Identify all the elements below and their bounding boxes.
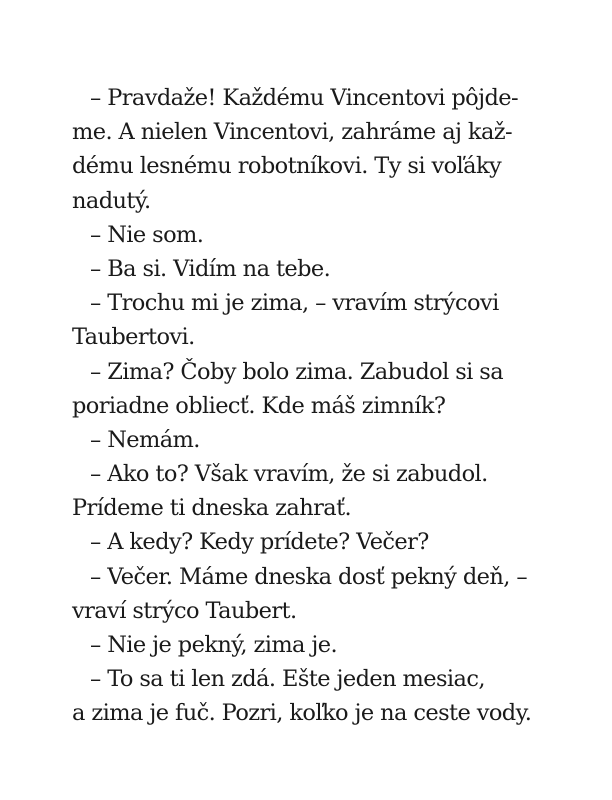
text-line: Prídeme ti dneska zahrať.: [72, 495, 352, 522]
text-line: – Nie som.: [90, 221, 204, 248]
text-line: vraví strýco Taubert.: [72, 597, 297, 624]
text-line: – Nie je pekný, zima je.: [90, 632, 338, 658]
text-line: – A kedy? Kedy prídete? Večer?: [90, 529, 429, 556]
text-line: – Večer. Máme dneska dosť pekný deň, –: [90, 563, 527, 590]
text-line: – Pravdaže! Každému Vincentovi pôjde-: [90, 85, 519, 111]
text-line: Taubertovi.: [72, 324, 195, 351]
text-line: – Nemám.: [90, 426, 200, 453]
text-line: – Trochu mi je zima, – vravím strýcovi: [90, 290, 499, 317]
text-line: me. A nielen Vincentovi, zahráme aj kaž-: [72, 119, 513, 146]
text-line: dému lesnému robotníkovi. Ty si voľáky: [72, 153, 502, 180]
text-line: – Zima? Čoby bolo zima. Zabudol si sa: [90, 358, 504, 385]
text-line: – Ba si. Vidím na tebe.: [90, 255, 331, 282]
text-line: poriadne obliecť. Kde máš zimník?: [72, 392, 446, 419]
text-line: – To sa ti len zdá. Ešte jeden mesiac,: [90, 666, 485, 693]
text-line: a zima je fuč. Pozri, koľko je na ceste vody.: [72, 700, 532, 727]
text-line: – Ako to? Však vravím, že si zabudol.: [90, 461, 488, 488]
text-line: nadutý.: [72, 187, 151, 214]
body-text: [72, 81, 552, 731]
